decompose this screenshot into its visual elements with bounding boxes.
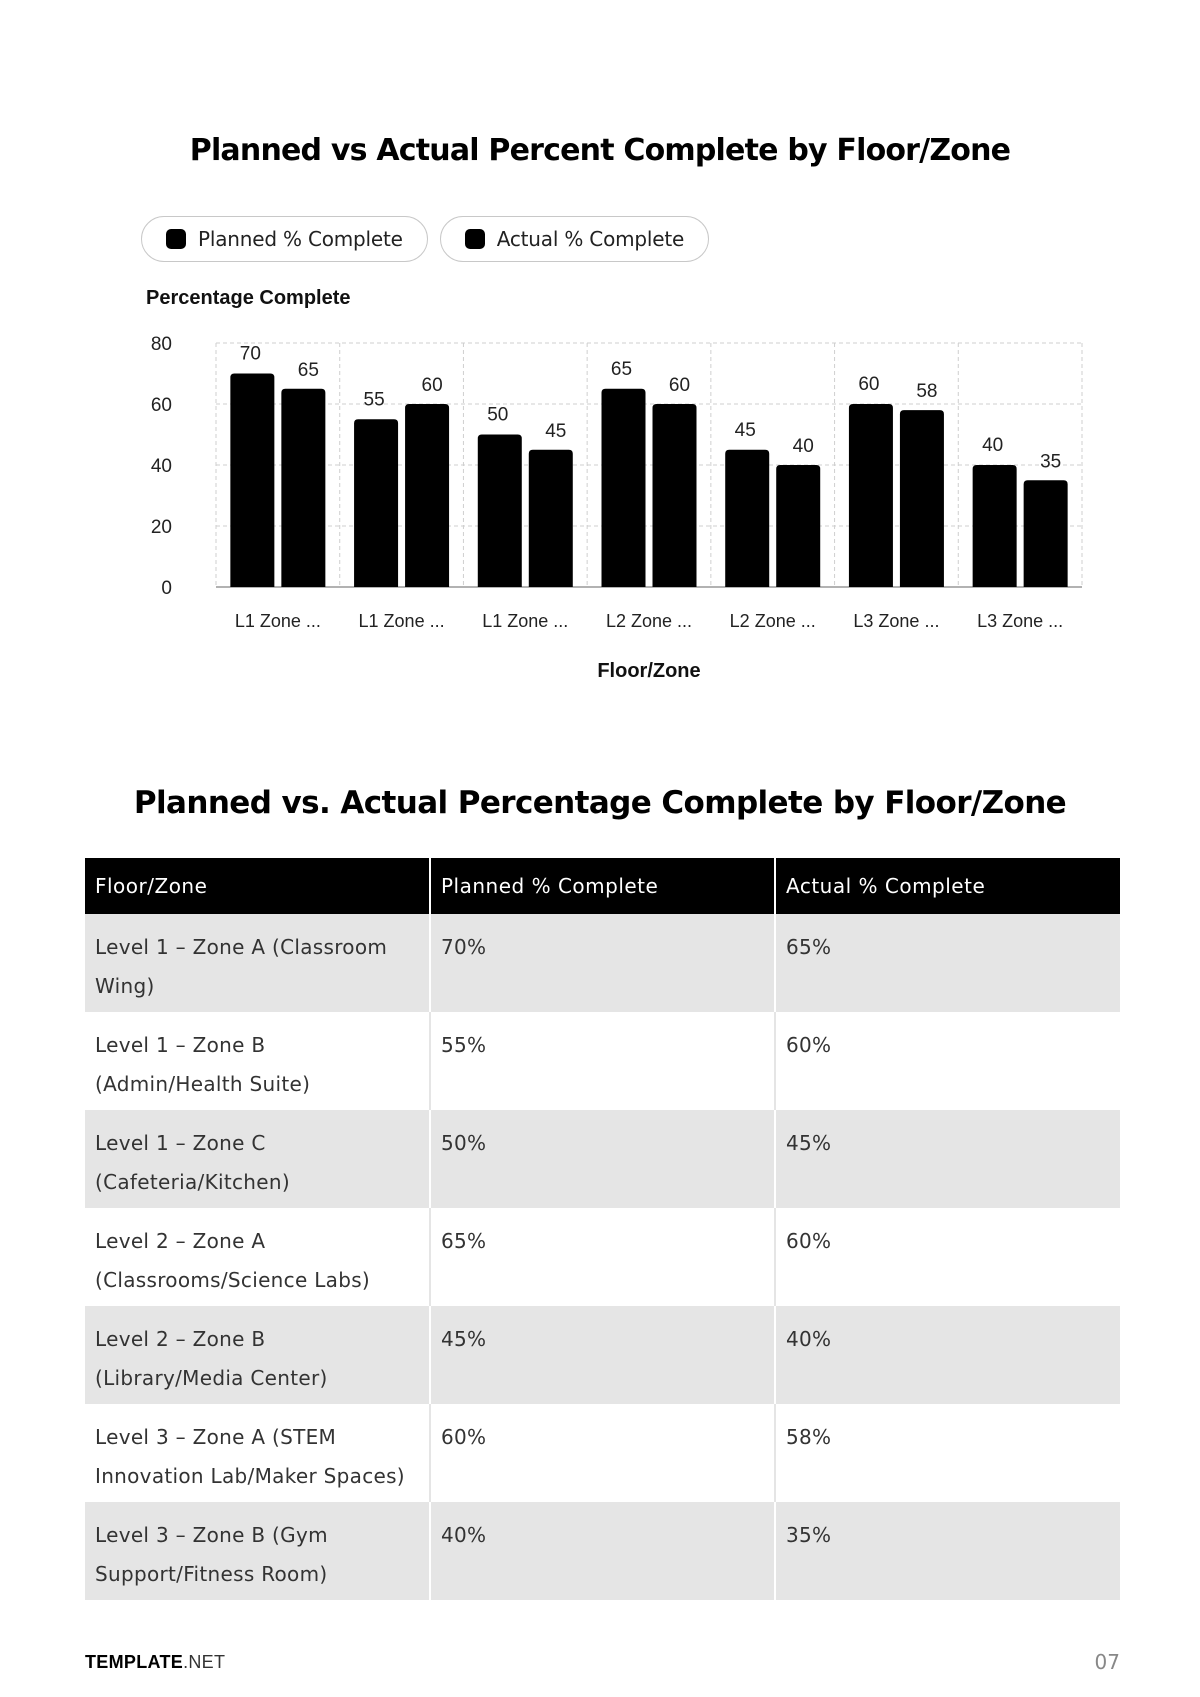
cell-floor-zone: Level 3 – Zone A (STEM Innovation Lab/Maker Spaces) <box>85 1404 430 1502</box>
table-row <box>85 1012 1120 1110</box>
y-tick-label: 20 <box>150 517 172 538</box>
bar-actual <box>653 404 697 587</box>
x-tick-label: L2 Zone ... <box>605 611 693 631</box>
cell-actual: 58% <box>775 1404 1120 1502</box>
data-label: 45 <box>734 419 756 441</box>
y-tick-label: 40 <box>150 456 172 477</box>
data-table <box>85 858 1120 1600</box>
data-label: 60 <box>668 375 691 396</box>
y-axis-title: Percentage Complete <box>146 287 351 309</box>
bar-actual <box>281 389 325 587</box>
bar-actual <box>529 450 573 587</box>
table-row <box>85 1110 1120 1208</box>
cell-actual: 40% <box>775 1306 1120 1404</box>
table-row <box>85 1208 1120 1306</box>
cell-planned: 55% <box>430 1012 775 1110</box>
cell-actual: 65% <box>775 914 1120 1012</box>
footer-brand-logo <box>85 1652 225 1673</box>
data-label: 70 <box>239 343 261 365</box>
x-axis-title: Floor/Zone <box>597 660 701 682</box>
chart-title: Planned vs Actual Percent Complete by Floor/Zone <box>189 133 1011 168</box>
data-label: 55 <box>363 389 385 411</box>
data-label: 58 <box>916 381 938 403</box>
bar-chart <box>0 0 1200 700</box>
data-label: 65 <box>610 358 633 380</box>
x-tick-label: L1 Zone ... <box>482 611 569 631</box>
bar-planned <box>230 374 274 588</box>
data-label: 65 <box>297 359 319 381</box>
header-actual: Actual % Complete <box>775 858 1120 914</box>
brand-suffix: .NET <box>183 1652 226 1672</box>
data-label: 35 <box>1040 451 1062 473</box>
cell-floor-zone: Level 2 – Zone A (Classrooms/Science Labs) <box>85 1208 430 1306</box>
header-planned: Planned % Complete <box>430 858 775 914</box>
x-tick-label: L3 Zone ... <box>977 611 1064 631</box>
bar-actual <box>776 465 820 587</box>
cell-actual: 35% <box>775 1502 1120 1600</box>
cell-floor-zone: Level 1 – Zone B (Admin/Health Suite) <box>85 1012 430 1110</box>
cell-floor-zone: Level 3 – Zone B (Gym Support/Fitness Room) <box>85 1502 430 1600</box>
x-tick-label: L1 Zone ... <box>234 611 321 631</box>
cell-planned: 40% <box>430 1502 775 1600</box>
table-row <box>85 1404 1120 1502</box>
brand-name: TEMPLATE <box>85 1652 184 1672</box>
page-number: 07 <box>1094 1650 1120 1674</box>
data-label: 45 <box>545 420 567 442</box>
cell-planned: 45% <box>430 1306 775 1404</box>
legend-label-planned: Planned % Complete <box>198 227 403 251</box>
bar-planned <box>478 435 522 588</box>
legend-label-actual: Actual % Complete <box>496 227 685 251</box>
bar-planned <box>354 419 398 587</box>
cell-actual: 60% <box>775 1208 1120 1306</box>
bar-planned <box>602 389 646 587</box>
y-tick-label: 80 <box>150 334 172 355</box>
table-row <box>85 1502 1120 1600</box>
cell-floor-zone: Level 2 – Zone B (Library/Media Center) <box>85 1306 430 1404</box>
table-row <box>85 914 1120 1012</box>
y-tick-label: 0 <box>161 578 172 599</box>
bar-actual <box>405 404 449 587</box>
cell-planned: 60% <box>430 1404 775 1502</box>
cell-actual: 60% <box>775 1012 1120 1110</box>
cell-planned: 50% <box>430 1110 775 1208</box>
data-label: 60 <box>858 374 880 395</box>
x-tick-label: L3 Zone ... <box>853 611 940 631</box>
bar-planned <box>973 465 1017 587</box>
cell-actual: 45% <box>775 1110 1120 1208</box>
y-tick-label: 60 <box>150 395 172 416</box>
bar-planned <box>849 404 893 587</box>
table-row <box>85 1306 1120 1404</box>
x-tick-label: L2 Zone ... <box>729 611 816 631</box>
cell-planned: 65% <box>430 1208 775 1306</box>
header-floor-zone: Floor/Zone <box>85 858 430 914</box>
data-label: 50 <box>487 404 509 426</box>
cell-planned: 70% <box>430 914 775 1012</box>
cell-floor-zone: Level 1 – Zone A (Classroom Wing) <box>85 914 430 1012</box>
table-header-row <box>85 858 1120 914</box>
table-title: Planned vs. Actual Percentage Complete by Floor/Zone <box>133 785 1067 821</box>
data-label: 40 <box>792 436 814 457</box>
bar-planned <box>725 450 769 587</box>
cell-floor-zone: Level 1 – Zone C (Cafeteria/Kitchen) <box>85 1110 430 1208</box>
x-tick-label: L1 Zone ... <box>358 611 445 631</box>
data-label: 40 <box>982 435 1004 456</box>
bar-actual <box>900 410 944 587</box>
bar-actual <box>1024 480 1068 587</box>
data-label: 60 <box>421 375 443 396</box>
